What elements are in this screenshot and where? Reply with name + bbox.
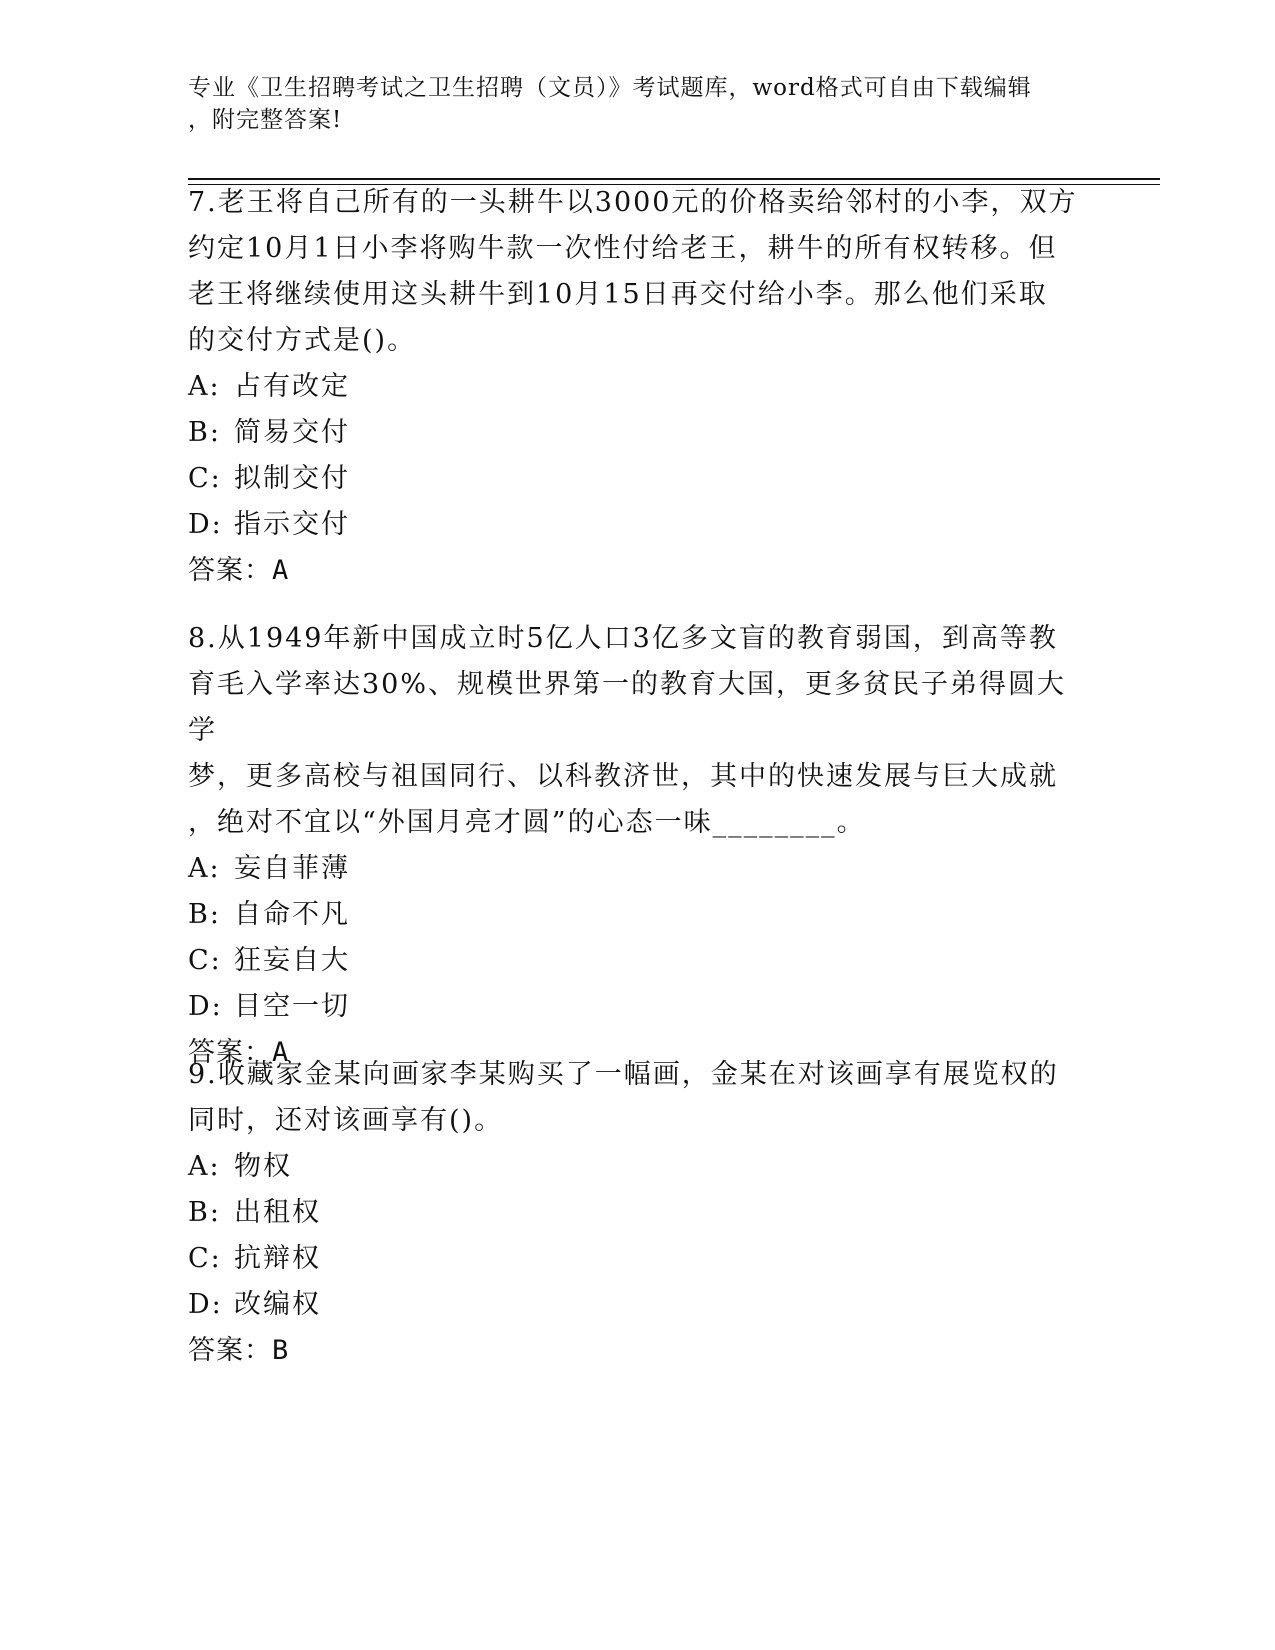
option-b: [188, 1190, 1088, 1236]
option-b: [188, 410, 1088, 456]
option-letter: B:: [188, 1197, 221, 1228]
option-a: [188, 364, 1088, 410]
question-stem: [188, 180, 1088, 364]
answer-value: A: [272, 1037, 290, 1068]
option-letter: C:: [188, 1243, 222, 1274]
option-text: 指示交付: [234, 509, 350, 540]
option-letter: B:: [188, 417, 221, 448]
header-line-2: ，附完整答案!: [188, 107, 343, 133]
question-line: 梦，更多高校与祖国同行、以科教济世，其中的快速发展与巨大成就: [188, 761, 1058, 792]
option-d: [188, 984, 1088, 1030]
question-number: 7.: [188, 187, 218, 218]
option-letter: C:: [188, 945, 222, 976]
question-line: 8.从1949年新中国成立时5亿人口3亿多文盲的教育弱国，到高等教: [188, 623, 1058, 654]
option-text: 改编权: [234, 1289, 321, 1320]
option-text: 狂妄自大: [234, 945, 350, 976]
option-c: [188, 1236, 1088, 1282]
question-line: 的交付方式是()。: [188, 325, 417, 356]
question-number: 8.: [188, 623, 218, 654]
answer-line: [188, 1328, 1088, 1374]
option-text: 出租权: [234, 1197, 321, 1228]
question-number: 9.: [188, 1059, 218, 1090]
option-a: [188, 846, 1088, 892]
question-line: 约定10月1日小李将购牛款一次性付给老王，耕牛的所有权转移。但: [188, 233, 1058, 264]
option-c: [188, 456, 1088, 502]
question-line: 7.老王将自己所有的一头耕牛以3000元的价格卖给邻村的小李，双方: [188, 187, 1078, 218]
question-9: [188, 1052, 1088, 1374]
option-text: 自命不凡: [234, 899, 350, 930]
option-letter: A:: [188, 853, 221, 884]
question-8: [188, 616, 1088, 1076]
option-letter: A:: [188, 371, 221, 402]
option-text: 妄自菲薄: [234, 853, 350, 884]
option-letter: A:: [188, 1151, 221, 1182]
question-stem: [188, 616, 1088, 846]
answer-label: 答案：: [188, 555, 272, 586]
question-line: ，绝对不宜以“外国月亮才圆”的心态一味________。: [188, 807, 866, 838]
header-line-1: 专业《卫生招聘考试之卫生招聘（文员）》考试题库，word格式可自由下载编辑: [188, 75, 1032, 101]
answer-value: A: [272, 555, 290, 586]
option-letter: B:: [188, 899, 221, 930]
option-letter: D:: [188, 991, 223, 1022]
option-d: [188, 1282, 1088, 1328]
answer-label: 答案：: [188, 1335, 272, 1366]
option-d: [188, 502, 1088, 548]
answer-line: [188, 548, 1088, 594]
option-text: 拟制交付: [234, 463, 350, 494]
option-letter: D:: [188, 1289, 223, 1320]
question-line: 9.收藏家金某向画家李某购买了一幅画，金某在对该画享有展览权的: [188, 1059, 1059, 1090]
question-line: 同时，还对该画享有()。: [188, 1105, 504, 1136]
option-text: 占有改定: [234, 371, 350, 402]
option-b: [188, 892, 1088, 938]
option-text: 抗辩权: [234, 1243, 321, 1274]
question-line: 老王将继续使用这头耕牛到10月15日再交付给小李。那么他们采取: [188, 279, 1048, 310]
option-c: [188, 938, 1088, 984]
option-letter: C:: [188, 463, 222, 494]
option-letter: D:: [188, 509, 223, 540]
question-stem: [188, 1052, 1088, 1144]
answer-label: 答案：: [188, 1037, 272, 1068]
answer-value: B: [272, 1335, 290, 1366]
option-text: 物权: [234, 1151, 292, 1182]
document-header: [188, 72, 1068, 136]
option-a: [188, 1144, 1088, 1190]
question-7: [188, 180, 1088, 594]
option-text: 简易交付: [234, 417, 350, 448]
option-text: 目空一切: [234, 991, 350, 1022]
question-line: 育毛入学率达30%、规模世界第一的教育大国，更多贫民子弟得圆大学: [188, 669, 1067, 746]
